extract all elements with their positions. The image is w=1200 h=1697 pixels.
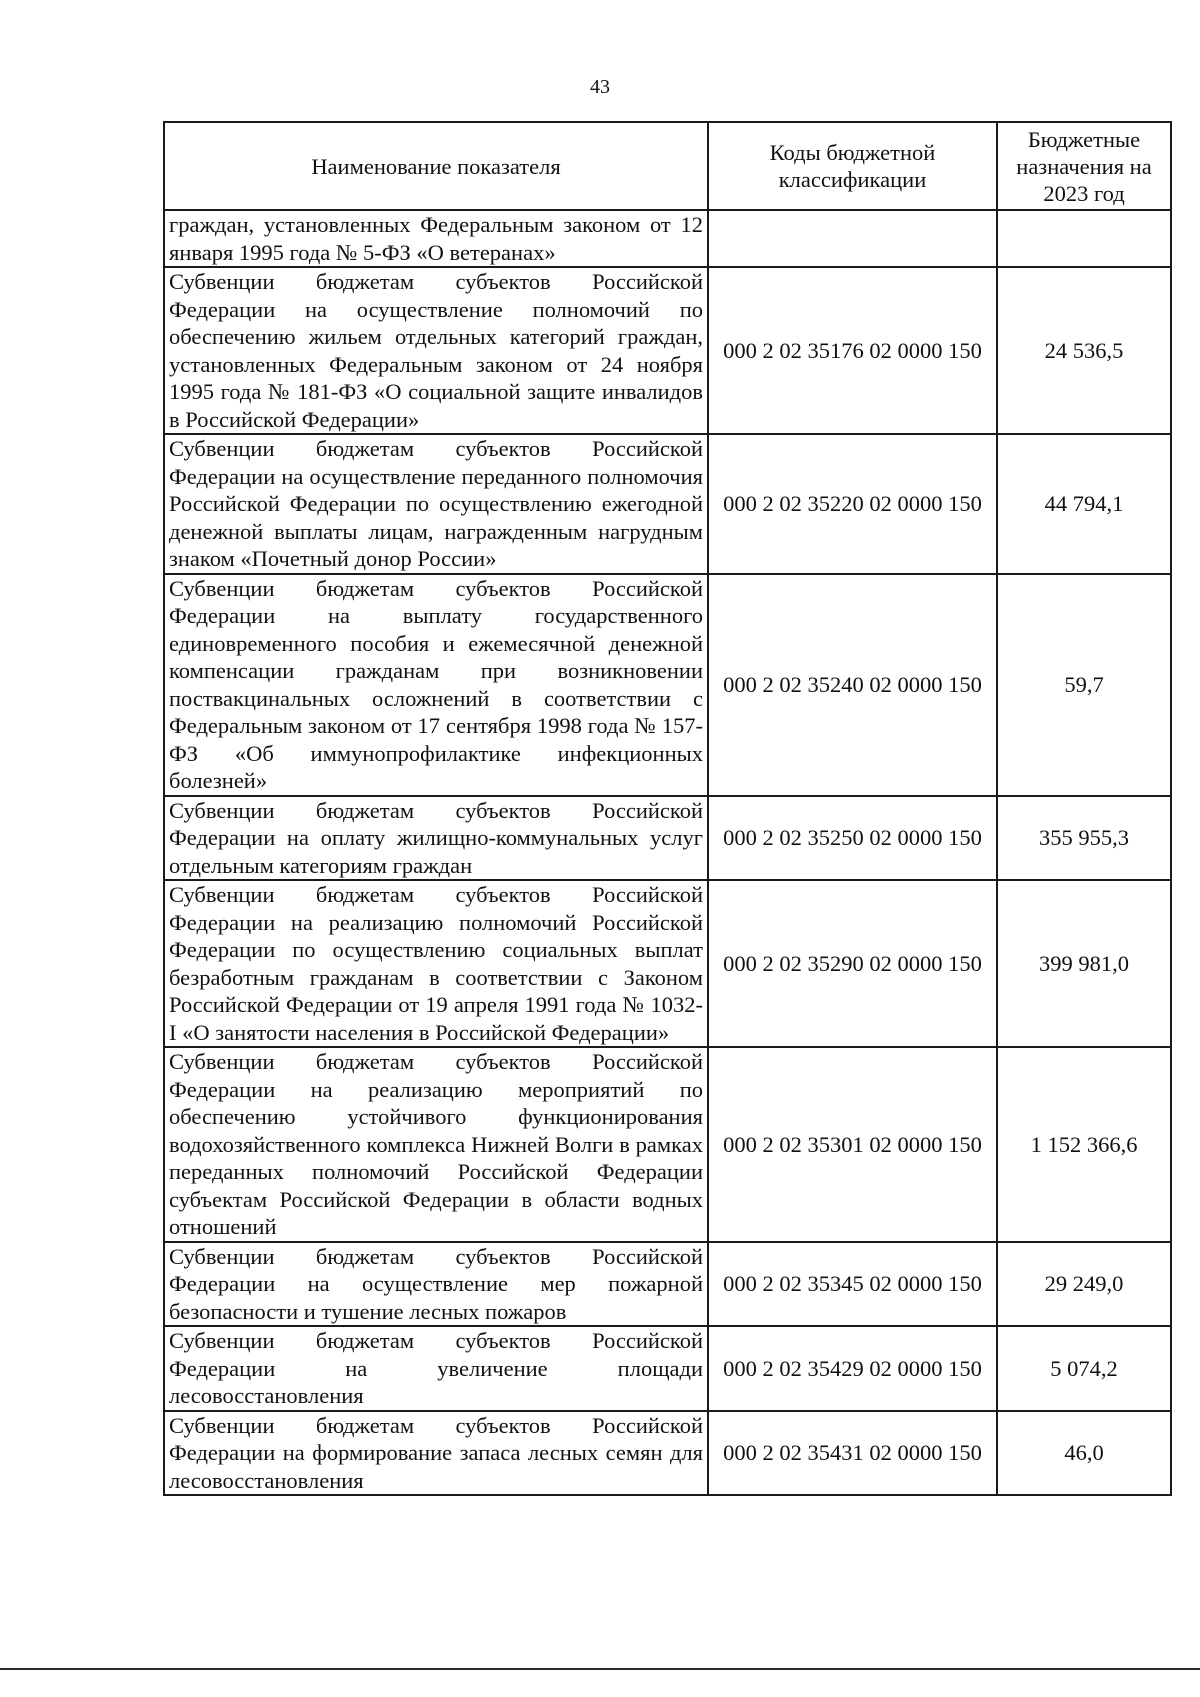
table-row [164,434,1171,574]
row-amount: 24 536,5 [997,267,1171,434]
row-amount [997,210,1171,267]
row-amount: 29 249,0 [997,1242,1171,1327]
row-code: 000 2 02 35290 02 0000 150 [708,880,997,1047]
row-amount: 5 074,2 [997,1326,1171,1411]
row-name: Субвенции бюджетам субъектов Российской Федерации на осуществление полномочий по обеспечению жильем отдельных категорий граждан, установленных Федеральным законом от 24 ноября 1995 года № 181-ФЗ «О социальной защите инвалидов в Российской Федерации» [164,267,708,434]
row-code: 000 2 02 35176 02 0000 150 [708,267,997,434]
row-code: 000 2 02 35301 02 0000 150 [708,1047,997,1242]
table-row [164,1326,1171,1411]
table-row [164,1411,1171,1496]
row-name: Субвенции бюджетам субъектов Российской Федерации на увеличение площади лесовосстановления [164,1326,708,1411]
row-name: Субвенции бюджетам субъектов Российской Федерации на осуществление мер пожарной безопасности и тушение лесных пожаров [164,1242,708,1327]
table-row [164,574,1171,796]
table-row [164,880,1171,1047]
row-name: Субвенции бюджетам субъектов Российской Федерации на реализацию полномочий Российской Федерации по осуществлению социальных выплат безработным гражданам в соответствии с Законом Российской Федерации от 19 апреля 1991 года № 1032-I «О занятости населения в Российской Федерации» [164,880,708,1047]
row-code: 000 2 02 35240 02 0000 150 [708,574,997,796]
header-name: Наименование показателя [164,122,708,210]
table-header [164,122,1171,210]
row-name: Субвенции бюджетам субъектов Российской Федерации на формирование запаса лесных семян для лесовосстановления [164,1411,708,1496]
table-row [164,267,1171,434]
row-code [708,210,997,267]
row-amount: 1 152 366,6 [997,1047,1171,1242]
row-code: 000 2 02 35431 02 0000 150 [708,1411,997,1496]
row-name: граждан, установленных Федеральным законом от 12 января 1995 года № 5-ФЗ «О ветеранах» [164,210,708,267]
page-bottom-rule [0,1668,1200,1670]
row-code: 000 2 02 35250 02 0000 150 [708,796,997,881]
table-row [164,1047,1171,1242]
row-amount: 44 794,1 [997,434,1171,574]
row-amount: 59,7 [997,574,1171,796]
row-name: Субвенции бюджетам субъектов Российской Федерации на выплату государственного единовременного пособия и ежемесячной денежной компенсации гражданам при возникновении поствакцинальных осложнений в соответствии с Федеральным законом от 17 сентября 1998 года № 157-ФЗ «Об иммунопрофилактике инфекционных болезней» [164,574,708,796]
row-code: 000 2 02 35429 02 0000 150 [708,1326,997,1411]
table-row [164,1242,1171,1327]
row-code: 000 2 02 35345 02 0000 150 [708,1242,997,1327]
budget-table [163,121,1172,1496]
row-amount: 46,0 [997,1411,1171,1496]
row-amount: 399 981,0 [997,880,1171,1047]
row-name: Субвенции бюджетам субъектов Российской Федерации на осуществление переданного полномочия Российской Федерации по осуществлению ежегодной денежной выплаты лицам, награжденным нагрудным знаком «Почетный донор России» [164,434,708,574]
header-row [164,122,1171,210]
row-amount: 355 955,3 [997,796,1171,881]
table-body [164,210,1171,1495]
row-name: Субвенции бюджетам субъектов Российской Федерации на реализацию мероприятий по обеспечению устойчивого функционирования водохозяйственного комплекса Нижней Волги в рамках переданных полномочий Российской Федерации субъектам Российской Федерации в области водных отношений [164,1047,708,1242]
header-amount: Бюджетные назначения на 2023 год [997,122,1171,210]
row-name: Субвенции бюджетам субъектов Российской Федерации на оплату жилищно-коммунальных услуг отдельным категориям граждан [164,796,708,881]
table-row [164,210,1171,267]
table-row [164,796,1171,881]
header-codes: Коды бюджетной классификации [708,122,997,210]
page-number: 43 [590,76,610,98]
row-code: 000 2 02 35220 02 0000 150 [708,434,997,574]
